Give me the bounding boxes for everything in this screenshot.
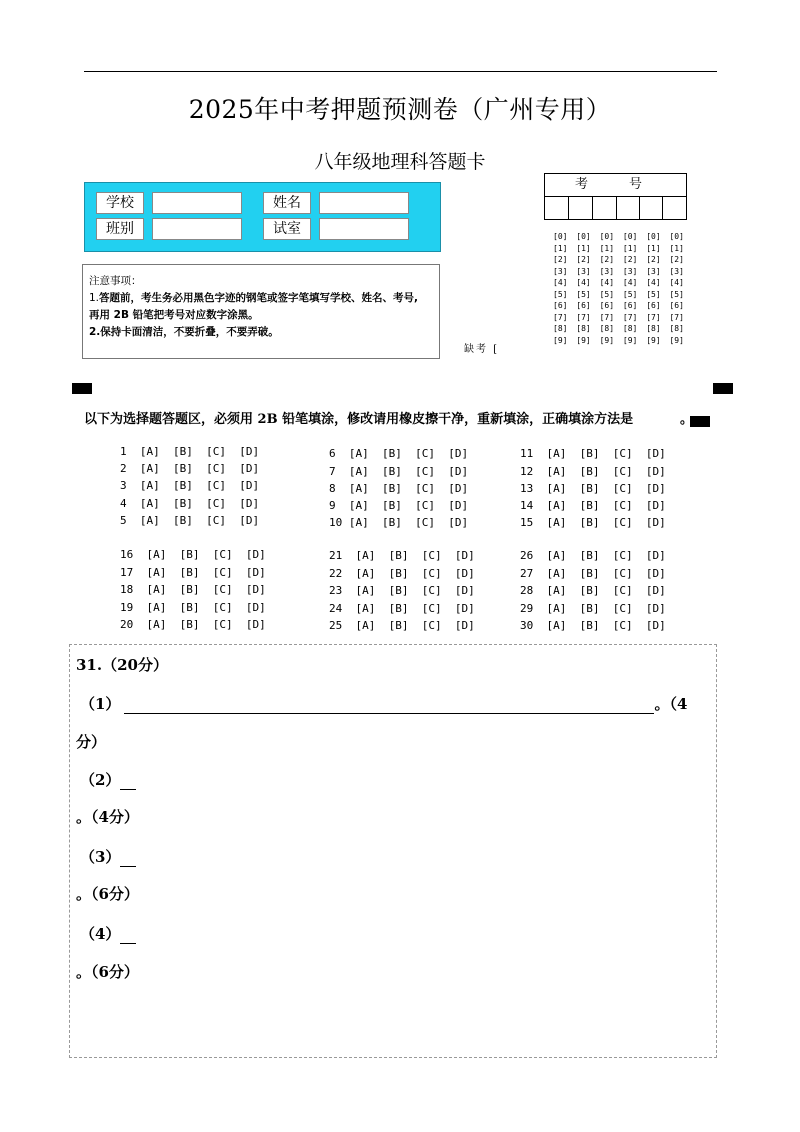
bubble-row [553, 300, 693, 312]
bubble[interactable]: [7] [669, 312, 684, 322]
notice-box [82, 264, 440, 359]
bubble[interactable]: [6] [553, 301, 568, 310]
bubble-row [553, 254, 693, 266]
bubble-row [553, 231, 693, 243]
q31-part1-score: 。（4 [654, 695, 688, 713]
bubble[interactable]: [5] [576, 289, 591, 299]
bubble[interactable]: [8] [576, 324, 591, 333]
bubble[interactable]: [0] [576, 232, 591, 241]
bubble[interactable]: [6] [622, 301, 638, 310]
bubble[interactable]: [3] [669, 266, 684, 276]
q31-part1 [80, 693, 687, 714]
exam-digit-cell[interactable] [545, 197, 569, 219]
choice-row[interactable]: 17 [A] [B] [C] [D] [120, 566, 266, 579]
bubble[interactable]: [0] [646, 232, 661, 241]
bubble[interactable]: [4] [669, 278, 684, 287]
q31-part4 [80, 923, 136, 944]
q31-part4-score: 。（6分） [76, 963, 139, 981]
school-label: 学校 [96, 192, 144, 214]
bubble[interactable]: [7] [599, 312, 615, 322]
notice-item-number: 2. [89, 326, 101, 338]
alignment-mark [72, 383, 92, 394]
bubble[interactable]: [7] [576, 312, 591, 322]
exam-digit-cell[interactable] [617, 197, 640, 219]
bubble[interactable]: [8] [553, 324, 568, 333]
bubble[interactable]: [2] [576, 255, 591, 264]
bubble[interactable]: [2] [553, 255, 568, 264]
q31-part4-label: （4） [80, 925, 121, 943]
notice-item-1 [89, 290, 433, 307]
page-title: 2025年中考押题预测卷（广州专用） [188, 95, 612, 124]
q31-part2-blank[interactable] [120, 775, 136, 790]
choice-row[interactable]: 29 [A] [B] [C] [D] [520, 602, 666, 615]
notice-item-1-cont: 再用 2B 铅笔把考号对应数字涂黑。 [89, 309, 259, 321]
bubble[interactable]: [1] [576, 243, 591, 253]
choice-row[interactable]: 16 [A] [B] [C] [D] [120, 548, 266, 561]
q31-part2-score: 。（4分） [76, 808, 139, 826]
bubble[interactable]: [3] [599, 266, 615, 276]
name-field[interactable] [319, 192, 409, 214]
bubble[interactable]: [9] [553, 335, 568, 345]
choice-row[interactable]: 8 [A] [B] [C] [D] [329, 482, 469, 495]
bubble[interactable]: [5] [646, 289, 661, 299]
bubble[interactable]: [3] [646, 266, 661, 276]
bubble[interactable]: [2] [622, 255, 638, 264]
instruction-end: 。 [680, 412, 694, 427]
class-field[interactable] [152, 218, 242, 240]
bubble[interactable]: [6] [669, 301, 684, 310]
notice-title: 注意事项： [89, 275, 142, 287]
bubble-row [553, 323, 693, 335]
exam-number-bubbles [553, 231, 693, 346]
bubble[interactable]: [7] [622, 312, 638, 322]
choice-row[interactable]: 20 [A] [B] [C] [D] [120, 618, 266, 631]
choice-row[interactable]: 27 [A] [B] [C] [D] [520, 567, 666, 580]
choice-row[interactable]: 28 [A] [B] [C] [D] [520, 584, 666, 597]
bubble[interactable]: [8] [669, 324, 684, 333]
bubble[interactable]: [9] [669, 335, 684, 345]
name-label: 姓名 [263, 192, 311, 214]
notice-item-2 [89, 324, 433, 341]
q31-part1-label: （1） [80, 695, 121, 713]
bubble[interactable]: [2] [669, 255, 684, 264]
bubble[interactable]: [5] [599, 289, 615, 299]
choice-row[interactable]: 22 [A] [B] [C] [D] [329, 567, 475, 580]
bubble[interactable]: [6] [576, 301, 591, 310]
room-field[interactable] [319, 218, 409, 240]
bubble[interactable]: [0] [599, 232, 615, 241]
bubble[interactable]: [9] [622, 335, 638, 345]
choice-row[interactable]: 13 [A] [B] [C] [D] [520, 482, 666, 495]
notice-item-text: 保持卡面清洁，不要折叠，不要弄破。 [100, 326, 279, 338]
bubble-row [553, 277, 693, 289]
q31-heading: 31.（20分） [76, 656, 168, 674]
choice-row[interactable]: 14 [A] [B] [C] [D] [520, 499, 666, 512]
notice-item-text: 答题前，考生务必用黑色字迹的钢笔或签字笔填写学校、姓名、考号, [99, 292, 419, 304]
bubble[interactable]: [6] [646, 301, 661, 310]
choice-row[interactable]: 6 [A] [B] [C] [D] [329, 447, 469, 460]
bubble[interactable]: [3] [576, 266, 591, 276]
q31-part1-score-cont: 分） [76, 733, 107, 751]
bubble[interactable]: [9] [646, 335, 661, 345]
bubble[interactable]: [0] [622, 232, 638, 241]
room-label: 试室 [263, 218, 311, 240]
exam-digit-cell[interactable] [569, 197, 593, 219]
choice-row[interactable]: 18 [A] [B] [C] [D] [120, 583, 266, 596]
choice-row[interactable]: 24 [A] [B] [C] [D] [329, 602, 475, 615]
absent-checkbox[interactable]: 缺考 [ [464, 344, 500, 355]
choice-row[interactable]: 2 [A] [B] [C] [D] [120, 462, 260, 475]
choice-row[interactable]: 3 [A] [B] [C] [D] [120, 479, 260, 492]
bubble-row [553, 243, 693, 255]
choice-row[interactable]: 30 [A] [B] [C] [D] [520, 619, 666, 632]
bubble[interactable]: [7] [553, 312, 568, 322]
bubble[interactable]: [4] [646, 278, 661, 287]
school-field[interactable] [152, 192, 242, 214]
bubble[interactable]: [2] [646, 255, 661, 264]
bubble[interactable]: [1] [646, 243, 661, 253]
q31-part3-blank[interactable] [120, 852, 136, 867]
bubble[interactable]: [8] [646, 324, 661, 333]
bubble[interactable]: [8] [622, 324, 638, 333]
choice-instruction: 以下为选择题答题区，必须用 2B 铅笔填涂，修改请用橡皮擦干净，重新填涂，正确填涂方法是 [84, 412, 634, 427]
choice-row[interactable]: 25 [A] [B] [C] [D] [329, 619, 475, 632]
choice-row[interactable]: 10 [A] [B] [C] [D] [329, 516, 469, 529]
bubble[interactable]: [5] [553, 289, 568, 299]
q31-part3-score: 。（6分） [76, 885, 139, 903]
bubble[interactable]: [1] [622, 243, 638, 253]
bubble[interactable]: [3] [622, 266, 638, 276]
bubble[interactable]: [1] [599, 243, 615, 253]
bubble[interactable]: [7] [646, 312, 661, 322]
bubble[interactable]: [0] [669, 232, 684, 241]
bubble-row [553, 335, 693, 347]
exam-digit-cell[interactable] [640, 197, 663, 219]
q31-part2 [80, 769, 136, 790]
choice-row[interactable]: 5 [A] [B] [C] [D] [120, 514, 260, 527]
bubble[interactable]: [5] [669, 289, 684, 299]
bubble[interactable]: [1] [669, 243, 684, 253]
bubble-row [553, 289, 693, 301]
q31-part3-label: （3） [80, 848, 121, 866]
exam-number-box [544, 173, 687, 220]
choice-row[interactable]: 23 [A] [B] [C] [D] [329, 584, 475, 597]
bubble-row [553, 266, 693, 278]
bubble[interactable]: [1] [553, 243, 568, 253]
bubble[interactable]: [6] [599, 301, 615, 310]
bubble[interactable]: [3] [553, 266, 568, 276]
bubble[interactable]: [9] [599, 335, 615, 345]
bubble[interactable]: [8] [599, 324, 615, 333]
choice-row[interactable]: 26 [A] [B] [C] [D] [520, 549, 666, 562]
exam-digit-cell[interactable] [593, 197, 617, 219]
q31-part1-blank[interactable] [124, 697, 654, 714]
bubble[interactable]: [4] [553, 278, 568, 287]
choice-row[interactable]: 7 [A] [B] [C] [D] [329, 465, 469, 478]
q31-part2-label: （2） [80, 771, 121, 789]
bubble[interactable]: [0] [553, 232, 568, 241]
bubble[interactable]: [5] [622, 289, 638, 299]
bubble[interactable]: [4] [622, 278, 638, 287]
bubble[interactable]: [4] [599, 278, 615, 287]
exam-number-header: 考 号 [545, 174, 686, 197]
choice-row[interactable]: 21 [A] [B] [C] [D] [329, 549, 475, 562]
top-rule [84, 71, 717, 72]
page-subtitle: 八年级地理科答题卡 [314, 151, 486, 173]
bubble[interactable]: [2] [599, 255, 615, 264]
q31-part3 [80, 846, 136, 867]
bubble-row [553, 312, 693, 324]
bubble[interactable]: [9] [576, 335, 591, 345]
student-info-box [84, 182, 441, 252]
notice-item-number: 1. [89, 292, 100, 304]
choice-row[interactable]: 1 [A] [B] [C] [D] [120, 445, 260, 458]
choice-row[interactable]: 15 [A] [B] [C] [D] [520, 516, 666, 529]
choice-row[interactable]: 12 [A] [B] [C] [D] [520, 465, 666, 478]
choice-row[interactable]: 19 [A] [B] [C] [D] [120, 601, 266, 614]
class-label: 班别 [96, 218, 144, 240]
answer-area-q31[interactable] [69, 644, 717, 1058]
bubble[interactable]: [4] [576, 278, 591, 287]
choice-row[interactable]: 4 [A] [B] [C] [D] [120, 497, 260, 510]
choice-row[interactable]: 11 [A] [B] [C] [D] [520, 447, 666, 460]
choice-row[interactable]: 9 [A] [B] [C] [D] [329, 499, 469, 512]
q31-part4-blank[interactable] [120, 929, 136, 944]
alignment-mark [713, 383, 733, 394]
